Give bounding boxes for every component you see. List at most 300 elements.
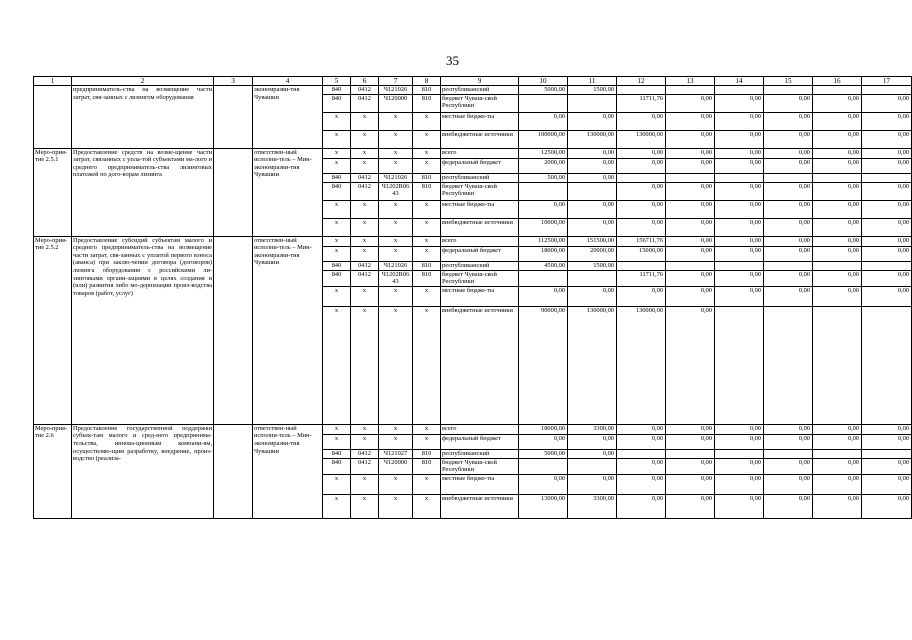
value-cell: 0,00 — [617, 148, 666, 158]
value-cell: 0,00 — [715, 286, 764, 306]
description-cell: предприниматель-ства на возмещение части затрат, свя-занных с лизингом оборудования — [72, 86, 214, 149]
value-cell — [862, 306, 912, 424]
code-cell: 810 — [413, 458, 441, 474]
value-cell — [764, 86, 813, 95]
value-cell: 0,00 — [666, 424, 715, 434]
value-cell — [519, 270, 568, 286]
header-row — [34, 77, 912, 86]
value-cell: 0,00 — [519, 112, 568, 130]
code-cell: x — [323, 148, 351, 158]
value-cell: 112500,00 — [519, 236, 568, 246]
code-cell: Ч1202R06 43 — [379, 270, 413, 286]
empty-cell — [214, 236, 253, 424]
value-cell: 0,00 — [666, 246, 715, 261]
value-cell: 0,00 — [862, 424, 912, 434]
source-cell: внебюджетные источники — [441, 218, 519, 236]
value-cell — [666, 449, 715, 458]
value-cell: 0,00 — [666, 148, 715, 158]
value-cell: 0,00 — [764, 286, 813, 306]
code-cell: x — [323, 158, 351, 173]
value-cell: 130000,00 — [568, 306, 617, 424]
value-cell: 0,00 — [764, 148, 813, 158]
description-cell: Предоставление средств на возме-щение части затрат, связанных с упла-той субъектами ма-лого и среднего предприниматель-ства лизинговых платежей по дого-ворам лизинга — [72, 148, 214, 236]
value-cell — [862, 86, 912, 95]
code-cell: x — [413, 236, 441, 246]
value-cell — [715, 86, 764, 95]
code-cell: x — [323, 246, 351, 261]
value-cell — [813, 449, 862, 458]
value-cell: 0,00 — [568, 158, 617, 173]
value-cell: 0,00 — [764, 494, 813, 518]
column-header: 7 — [379, 77, 413, 86]
value-cell: 0,00 — [764, 218, 813, 236]
source-cell: внебюджетные источники — [441, 130, 519, 148]
code-cell: 810 — [413, 94, 441, 112]
source-cell: внебюджетные источники — [441, 494, 519, 518]
value-cell: 0,00 — [862, 494, 912, 518]
code-cell: x — [351, 236, 379, 246]
column-header: 14 — [715, 77, 764, 86]
table-row — [34, 424, 912, 434]
measure-cell: Меро-прия-тие 2.5.1 — [34, 148, 72, 236]
source-cell: местные бюдже-ты — [441, 286, 519, 306]
value-cell: 100000,00 — [519, 130, 568, 148]
code-cell: 0412 — [351, 173, 379, 182]
value-cell — [715, 173, 764, 182]
code-cell: x — [351, 246, 379, 261]
source-cell: местные бюдже-ты — [441, 474, 519, 494]
value-cell: 0,00 — [666, 94, 715, 112]
code-cell: x — [379, 112, 413, 130]
value-cell: 0,00 — [715, 94, 764, 112]
value-cell: 12500,00 — [519, 148, 568, 158]
value-cell: 0,00 — [813, 182, 862, 200]
value-cell: 0,00 — [666, 182, 715, 200]
value-cell: 0,00 — [568, 200, 617, 218]
value-cell: 0,00 — [666, 236, 715, 246]
column-header: 13 — [666, 77, 715, 86]
code-cell: x — [379, 236, 413, 246]
source-cell: республиканский — [441, 449, 519, 458]
value-cell: 3300,00 — [568, 424, 617, 434]
column-header: 1 — [34, 77, 72, 86]
value-cell: 0,00 — [568, 148, 617, 158]
value-cell: 0,00 — [862, 270, 912, 286]
value-cell: 0,00 — [862, 218, 912, 236]
code-cell: 840 — [323, 94, 351, 112]
value-cell: 0,00 — [617, 182, 666, 200]
code-cell: x — [351, 306, 379, 424]
value-cell: 0,00 — [862, 286, 912, 306]
description-cell: Предоставление субсидий субъектам малого и среднего предприниматель-ства на возмещение части затрат, свя-занных с уплатой первого взноса (аванса) при заклю-чении договора (договоров) лизинга оборудования с российскими ли-зинговыми органи-зациями в целях создания и (или) развития либо мо-дернизации произ-водства товаров (работ, услуг) — [72, 236, 214, 424]
code-cell: x — [413, 494, 441, 518]
code-cell: 0412 — [351, 261, 379, 270]
code-cell: x — [351, 148, 379, 158]
value-cell: 20000,00 — [568, 246, 617, 261]
code-cell: Ч1202R06 43 — [379, 182, 413, 200]
value-cell: 0,00 — [764, 434, 813, 449]
source-cell: федеральный бюджет — [441, 246, 519, 261]
value-cell: 4500,00 — [519, 261, 568, 270]
source-cell: всего — [441, 424, 519, 434]
value-cell: 0,00 — [813, 434, 862, 449]
column-header: 17 — [862, 77, 912, 86]
value-cell — [519, 182, 568, 200]
column-header: 2 — [72, 77, 214, 86]
value-cell: 0,00 — [715, 112, 764, 130]
value-cell: 0,00 — [715, 474, 764, 494]
source-cell: бюджет Чуваш-ской Республики — [441, 458, 519, 474]
value-cell: 0,00 — [813, 236, 862, 246]
code-cell: x — [379, 148, 413, 158]
value-cell: 2000,00 — [519, 158, 568, 173]
value-cell: 15000,00 — [617, 246, 666, 261]
value-cell — [813, 86, 862, 95]
value-cell: 0,00 — [617, 424, 666, 434]
value-cell — [617, 449, 666, 458]
value-cell: 0,00 — [617, 112, 666, 130]
code-cell: 810 — [413, 86, 441, 95]
value-cell: 0,00 — [862, 158, 912, 173]
column-header: 6 — [351, 77, 379, 86]
code-cell: x — [323, 130, 351, 148]
code-cell: 0412 — [351, 270, 379, 286]
source-cell: бюджет Чуваш-ской Республики — [441, 94, 519, 112]
value-cell: 0,00 — [862, 148, 912, 158]
code-cell: 840 — [323, 182, 351, 200]
code-cell: x — [323, 112, 351, 130]
value-cell — [715, 449, 764, 458]
value-cell: 0,00 — [813, 148, 862, 158]
code-cell: x — [323, 218, 351, 236]
value-cell: 0,00 — [715, 270, 764, 286]
value-cell: 0,00 — [617, 458, 666, 474]
code-cell: x — [413, 158, 441, 173]
code-cell: x — [413, 200, 441, 218]
value-cell: 0,00 — [666, 130, 715, 148]
code-cell: x — [351, 474, 379, 494]
value-cell — [666, 86, 715, 95]
code-cell: Ч120000 — [379, 94, 413, 112]
column-header: 10 — [519, 77, 568, 86]
code-cell: x — [351, 112, 379, 130]
value-cell: 0,00 — [764, 182, 813, 200]
value-cell: 0,00 — [666, 270, 715, 286]
empty-cell — [214, 424, 253, 518]
value-cell: 0,00 — [519, 474, 568, 494]
value-cell: 0,00 — [666, 474, 715, 494]
column-header: 5 — [323, 77, 351, 86]
code-cell: 810 — [413, 182, 441, 200]
code-cell: 840 — [323, 458, 351, 474]
value-cell: 0,00 — [813, 494, 862, 518]
value-cell: 0,00 — [617, 218, 666, 236]
value-cell: 0,00 — [519, 286, 568, 306]
value-cell: 0,00 — [715, 158, 764, 173]
source-cell: всего — [441, 236, 519, 246]
code-cell: 810 — [413, 449, 441, 458]
code-cell: x — [323, 306, 351, 424]
value-cell: 0,00 — [715, 434, 764, 449]
column-header: 9 — [441, 77, 519, 86]
value-cell: 0,00 — [617, 434, 666, 449]
value-cell: 0,00 — [666, 218, 715, 236]
column-header: 15 — [764, 77, 813, 86]
value-cell: 0,00 — [764, 130, 813, 148]
measure-cell: Меро-прия-тие 2.5.2 — [34, 236, 72, 424]
value-cell: 18000,00 — [519, 246, 568, 261]
value-cell: 0,00 — [715, 236, 764, 246]
value-cell — [764, 449, 813, 458]
value-cell — [813, 173, 862, 182]
value-cell: 0,00 — [519, 200, 568, 218]
code-cell: x — [323, 474, 351, 494]
value-cell: 0,00 — [862, 434, 912, 449]
value-cell: 0,00 — [568, 474, 617, 494]
value-cell: 0,00 — [813, 246, 862, 261]
value-cell — [617, 86, 666, 95]
code-cell: Ч121026 — [379, 261, 413, 270]
value-cell: 3300,00 — [568, 494, 617, 518]
value-cell: 0,00 — [813, 286, 862, 306]
source-cell: внебюджетные источники — [441, 306, 519, 424]
measure-cell — [34, 86, 72, 149]
code-cell: x — [413, 112, 441, 130]
value-cell: 0,00 — [764, 200, 813, 218]
value-cell: 0,00 — [764, 458, 813, 474]
value-cell: 11711,76 — [617, 270, 666, 286]
code-cell: 810 — [413, 261, 441, 270]
code-cell: 840 — [323, 261, 351, 270]
code-cell: x — [323, 434, 351, 449]
value-cell: 0,00 — [715, 182, 764, 200]
value-cell — [617, 261, 666, 270]
value-cell — [568, 182, 617, 200]
value-cell: 0,00 — [813, 94, 862, 112]
code-cell: Ч121027 — [379, 449, 413, 458]
responsible-cell: ответствен-ный исполни-тель – Мин-экономразви-тия Чувашии — [253, 236, 323, 424]
value-cell: 0,00 — [813, 112, 862, 130]
value-cell: 156711,76 — [617, 236, 666, 246]
value-cell: 11711,76 — [617, 94, 666, 112]
code-cell: x — [413, 424, 441, 434]
value-cell: 5000,00 — [519, 449, 568, 458]
code-cell: x — [413, 474, 441, 494]
code-cell: x — [323, 494, 351, 518]
value-cell: 0,00 — [862, 94, 912, 112]
value-cell: 0,00 — [666, 200, 715, 218]
page-number: 35 — [446, 53, 459, 68]
code-cell: 0412 — [351, 458, 379, 474]
table-row — [34, 236, 912, 246]
code-cell: 810 — [413, 173, 441, 182]
value-cell: 0,00 — [813, 130, 862, 148]
value-cell: 130000,00 — [568, 130, 617, 148]
value-cell: 0,00 — [764, 474, 813, 494]
column-header: 8 — [413, 77, 441, 86]
value-cell: 0,00 — [813, 424, 862, 434]
code-cell: Ч120000 — [379, 458, 413, 474]
value-cell: 0,00 — [666, 494, 715, 518]
code-cell: Ч121026 — [379, 173, 413, 182]
source-cell: федеральный бюджет — [441, 158, 519, 173]
table-row — [34, 148, 912, 158]
value-cell — [813, 261, 862, 270]
code-cell: x — [379, 246, 413, 261]
code-cell: x — [413, 434, 441, 449]
value-cell: 0,00 — [715, 148, 764, 158]
code-cell: x — [351, 200, 379, 218]
source-cell: бюджет Чуваш-ской Республики — [441, 270, 519, 286]
value-cell: 0,00 — [862, 246, 912, 261]
value-cell: 0,00 — [813, 218, 862, 236]
value-cell: 0,00 — [862, 458, 912, 474]
value-cell — [715, 261, 764, 270]
code-cell: x — [351, 218, 379, 236]
value-cell — [617, 173, 666, 182]
value-cell — [715, 306, 764, 424]
code-cell: x — [323, 286, 351, 306]
column-header: 4 — [253, 77, 323, 86]
description-cell: Предоставление государственной поддержки субъек-там малого и сред-него предпринима-тельства, иннова-ционным компани-ям, осуществляю-щим разработку, внедрение, произ-водство (реализа- — [72, 424, 214, 518]
value-cell: 151500,00 — [568, 236, 617, 246]
value-cell: 0,00 — [813, 270, 862, 286]
value-cell: 1500,00 — [568, 86, 617, 95]
code-cell: x — [413, 148, 441, 158]
value-cell: 0,00 — [813, 200, 862, 218]
value-cell: 0,00 — [862, 236, 912, 246]
code-cell: x — [351, 130, 379, 148]
code-cell: x — [413, 218, 441, 236]
value-cell: 5000,00 — [519, 86, 568, 95]
value-cell: 0,00 — [715, 246, 764, 261]
code-cell: 810 — [413, 270, 441, 286]
code-cell: x — [379, 494, 413, 518]
value-cell: 0,00 — [764, 270, 813, 286]
source-cell: федеральный бюджет — [441, 434, 519, 449]
value-cell: 130000,00 — [617, 306, 666, 424]
code-cell: x — [351, 158, 379, 173]
source-cell: республиканский — [441, 86, 519, 95]
code-cell: 0412 — [351, 94, 379, 112]
source-cell: республиканский — [441, 261, 519, 270]
code-cell: x — [413, 306, 441, 424]
value-cell: 0,00 — [568, 286, 617, 306]
code-cell: 0412 — [351, 449, 379, 458]
value-cell: 0,00 — [764, 246, 813, 261]
code-cell: x — [323, 200, 351, 218]
code-cell: x — [379, 434, 413, 449]
code-cell: 840 — [323, 173, 351, 182]
code-cell: x — [351, 424, 379, 434]
value-cell: 0,00 — [715, 424, 764, 434]
source-cell: бюджет Чуваш-ской Республики — [441, 182, 519, 200]
value-cell — [666, 173, 715, 182]
value-cell: 500,00 — [519, 173, 568, 182]
value-cell: 0,00 — [519, 434, 568, 449]
column-header: 3 — [214, 77, 253, 86]
value-cell — [862, 173, 912, 182]
responsible-cell: ответствен-ный исполни-тель – Мин-экономразви-тия Чувашии — [253, 424, 323, 518]
code-cell: x — [351, 286, 379, 306]
code-cell: x — [323, 424, 351, 434]
value-cell: 10000,00 — [519, 218, 568, 236]
value-cell: 0,00 — [764, 236, 813, 246]
value-cell: 0,00 — [862, 182, 912, 200]
value-cell: 0,00 — [617, 158, 666, 173]
code-cell: x — [379, 424, 413, 434]
column-header: 12 — [617, 77, 666, 86]
value-cell: 0,00 — [666, 286, 715, 306]
source-cell: всего — [441, 148, 519, 158]
value-cell: 0,00 — [764, 112, 813, 130]
value-cell: 0,00 — [568, 218, 617, 236]
value-cell — [519, 458, 568, 474]
value-cell — [813, 306, 862, 424]
value-cell: 0,00 — [568, 112, 617, 130]
value-cell: 0,00 — [715, 130, 764, 148]
value-cell — [764, 306, 813, 424]
value-cell — [862, 261, 912, 270]
source-cell: местные бюдже-ты — [441, 112, 519, 130]
code-cell: x — [379, 200, 413, 218]
value-cell — [568, 458, 617, 474]
code-cell: 0412 — [351, 86, 379, 95]
value-cell — [519, 94, 568, 112]
code-cell: 840 — [323, 86, 351, 95]
code-cell: x — [379, 218, 413, 236]
value-cell: 0,00 — [617, 474, 666, 494]
code-cell: Ч121026 — [379, 86, 413, 95]
code-cell: x — [351, 494, 379, 518]
value-cell: 0,00 — [666, 112, 715, 130]
value-cell — [666, 261, 715, 270]
value-cell: 0,00 — [666, 158, 715, 173]
responsible-cell: экономразви-тия Чувашии — [253, 86, 323, 149]
code-cell: 840 — [323, 270, 351, 286]
column-header: 16 — [813, 77, 862, 86]
empty-cell — [214, 148, 253, 236]
measure-cell: Меро-прия-тие 2.6 — [34, 424, 72, 518]
value-cell: 0,00 — [764, 424, 813, 434]
value-cell: 0,00 — [715, 218, 764, 236]
value-cell: 0,00 — [568, 173, 617, 182]
budget-table — [33, 76, 912, 519]
value-cell: 0,00 — [813, 158, 862, 173]
value-cell — [568, 94, 617, 112]
value-cell: 0,00 — [617, 200, 666, 218]
code-cell: x — [351, 434, 379, 449]
value-cell: 0,00 — [715, 458, 764, 474]
column-header: 11 — [568, 77, 617, 86]
value-cell: 0,00 — [764, 94, 813, 112]
value-cell: 0,00 — [617, 494, 666, 518]
value-cell — [862, 449, 912, 458]
code-cell: x — [379, 474, 413, 494]
value-cell: 0,00 — [617, 286, 666, 306]
code-cell: x — [379, 158, 413, 173]
table-row — [34, 86, 912, 95]
value-cell — [568, 270, 617, 286]
value-cell: 0,00 — [568, 434, 617, 449]
value-cell: 13000,00 — [519, 494, 568, 518]
empty-cell — [214, 86, 253, 149]
value-cell — [764, 261, 813, 270]
value-cell: 130000,00 — [617, 130, 666, 148]
source-cell: местные бюдже-ты — [441, 200, 519, 218]
value-cell: 18000,00 — [519, 424, 568, 434]
responsible-cell: ответствен-ный исполни-тель – Мин-экономразви-тия Чувашии — [253, 148, 323, 236]
